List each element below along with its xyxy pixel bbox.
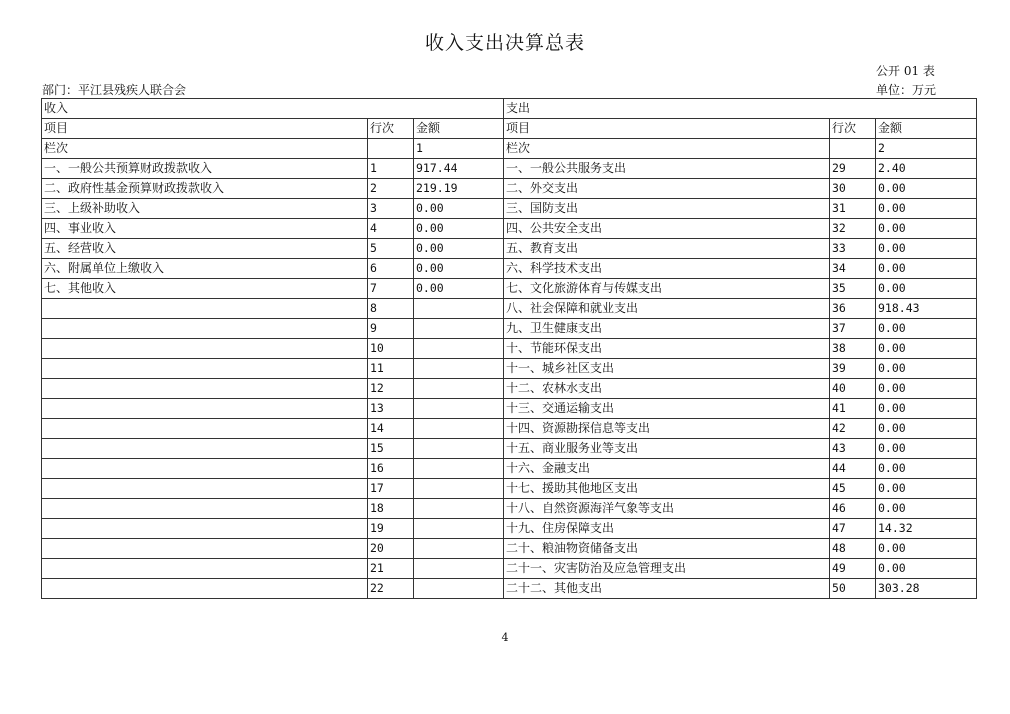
income-item-cell xyxy=(42,339,368,359)
income-line-cell: 18 xyxy=(368,499,414,519)
income-amount-cell xyxy=(414,459,504,479)
income-item-cell: 一、一般公共预算财政拨款收入 xyxy=(42,159,368,179)
income-amount-cell xyxy=(414,439,504,459)
income-item-cell: 四、事业收入 xyxy=(42,219,368,239)
table-row xyxy=(42,379,977,399)
expense-line-cell: 43 xyxy=(830,439,876,459)
table-row xyxy=(42,279,977,299)
table-row xyxy=(42,479,977,499)
income-amount-cell xyxy=(414,519,504,539)
income-item-cell xyxy=(42,519,368,539)
expense-item-cell: 十三、交通运输支出 xyxy=(504,399,830,419)
expense-line-cell: 42 xyxy=(830,419,876,439)
column-index-row xyxy=(42,139,977,159)
expense-line-cell: 36 xyxy=(830,299,876,319)
expense-item-cell: 二、外交支出 xyxy=(504,179,830,199)
income-amount-cell xyxy=(414,559,504,579)
income-amount-cell: 0.00 xyxy=(414,259,504,279)
income-item-cell xyxy=(42,379,368,399)
table-row xyxy=(42,219,977,239)
expense-line-index xyxy=(830,139,876,159)
expense-amount-cell: 0.00 xyxy=(876,239,977,259)
income-amount-cell: 917.44 xyxy=(414,159,504,179)
income-line-cell: 4 xyxy=(368,219,414,239)
income-amount-cell xyxy=(414,379,504,399)
expense-item-cell: 三、国防支出 xyxy=(504,199,830,219)
form-number: 公开 01 表 xyxy=(876,64,935,78)
expense-amount-cell: 0.00 xyxy=(876,259,977,279)
income-section-header: 收入 xyxy=(42,99,504,119)
income-line-cell: 8 xyxy=(368,299,414,319)
expense-amount-cell: 0.00 xyxy=(876,359,977,379)
table-row xyxy=(42,419,977,439)
income-line-cell: 21 xyxy=(368,559,414,579)
table-row xyxy=(42,459,977,479)
expense-line-cell: 31 xyxy=(830,199,876,219)
expense-section-header: 支出 xyxy=(504,99,977,119)
income-line-cell: 7 xyxy=(368,279,414,299)
expense-line-cell: 32 xyxy=(830,219,876,239)
income-item-cell: 五、经营收入 xyxy=(42,239,368,259)
income-item-cell xyxy=(42,399,368,419)
expense-item-cell: 二十、粮油物资储备支出 xyxy=(504,539,830,559)
table-row xyxy=(42,239,977,259)
income-item-cell xyxy=(42,479,368,499)
expense-line-cell: 41 xyxy=(830,399,876,419)
column-header-row xyxy=(42,119,977,139)
expense-amount-cell: 0.00 xyxy=(876,439,977,459)
income-item-cell xyxy=(42,539,368,559)
table-row xyxy=(42,299,977,319)
expense-item-index: 栏次 xyxy=(504,139,830,159)
expense-line-cell: 38 xyxy=(830,339,876,359)
income-item-header: 项目 xyxy=(42,119,368,139)
income-amount-cell xyxy=(414,339,504,359)
expense-amount-cell: 0.00 xyxy=(876,479,977,499)
income-amount-header: 金额 xyxy=(414,119,504,139)
expense-item-cell: 一、一般公共服务支出 xyxy=(504,159,830,179)
expense-amount-cell: 0.00 xyxy=(876,399,977,419)
income-amount-cell xyxy=(414,539,504,559)
table-row xyxy=(42,399,977,419)
income-item-cell: 六、附属单位上缴收入 xyxy=(42,259,368,279)
income-item-cell xyxy=(42,559,368,579)
income-line-cell: 1 xyxy=(368,159,414,179)
expense-amount-cell: 0.00 xyxy=(876,539,977,559)
expense-line-cell: 44 xyxy=(830,459,876,479)
expense-item-cell: 十五、商业服务业等支出 xyxy=(504,439,830,459)
income-line-cell: 15 xyxy=(368,439,414,459)
income-amount-cell xyxy=(414,419,504,439)
table-row xyxy=(42,539,977,559)
expense-item-cell: 六、科学技术支出 xyxy=(504,259,830,279)
expense-item-cell: 五、教育支出 xyxy=(504,239,830,259)
expense-item-cell: 四、公共安全支出 xyxy=(504,219,830,239)
table-row xyxy=(42,179,977,199)
expense-item-cell: 九、卫生健康支出 xyxy=(504,319,830,339)
income-item-cell xyxy=(42,319,368,339)
expense-line-cell: 40 xyxy=(830,379,876,399)
expense-amount-cell: 303.28 xyxy=(876,579,977,599)
expense-amount-cell: 2.40 xyxy=(876,159,977,179)
table-row xyxy=(42,499,977,519)
expense-item-cell: 八、社会保障和就业支出 xyxy=(504,299,830,319)
expense-line-cell: 29 xyxy=(830,159,876,179)
expense-amount-cell: 0.00 xyxy=(876,379,977,399)
income-item-cell xyxy=(42,359,368,379)
expense-amount-cell: 0.00 xyxy=(876,199,977,219)
expense-item-cell: 十、节能环保支出 xyxy=(504,339,830,359)
expense-item-header: 项目 xyxy=(504,119,830,139)
income-line-cell: 12 xyxy=(368,379,414,399)
table-row xyxy=(42,199,977,219)
income-line-cell: 11 xyxy=(368,359,414,379)
income-line-cell: 14 xyxy=(368,419,414,439)
income-line-header: 行次 xyxy=(368,119,414,139)
income-amount-cell: 0.00 xyxy=(414,219,504,239)
expense-line-cell: 45 xyxy=(830,479,876,499)
expense-line-header: 行次 xyxy=(830,119,876,139)
income-amount-cell: 219.19 xyxy=(414,179,504,199)
income-item-cell: 七、其他收入 xyxy=(42,279,368,299)
income-amount-index: 1 xyxy=(414,139,504,159)
income-line-cell: 13 xyxy=(368,399,414,419)
expense-line-cell: 46 xyxy=(830,499,876,519)
expense-line-cell: 47 xyxy=(830,519,876,539)
income-line-cell: 2 xyxy=(368,179,414,199)
page-number: 4 xyxy=(501,631,509,644)
income-amount-cell xyxy=(414,319,504,339)
income-amount-cell xyxy=(414,479,504,499)
section-header-row xyxy=(42,99,977,119)
income-amount-cell xyxy=(414,359,504,379)
income-line-cell: 9 xyxy=(368,319,414,339)
expense-amount-cell: 14.32 xyxy=(876,519,977,539)
income-line-cell: 10 xyxy=(368,339,414,359)
table-row xyxy=(42,259,977,279)
income-item-cell xyxy=(42,499,368,519)
table-row xyxy=(42,319,977,339)
expense-item-cell: 二十一、灾害防治及应急管理支出 xyxy=(504,559,830,579)
expense-item-cell: 十六、金融支出 xyxy=(504,459,830,479)
expense-amount-cell: 0.00 xyxy=(876,339,977,359)
income-item-cell xyxy=(42,579,368,599)
expense-line-cell: 34 xyxy=(830,259,876,279)
income-item-cell xyxy=(42,299,368,319)
income-item-cell: 三、上级补助收入 xyxy=(42,199,368,219)
income-amount-cell xyxy=(414,399,504,419)
expense-amount-cell: 0.00 xyxy=(876,279,977,299)
expense-line-cell: 50 xyxy=(830,579,876,599)
expense-line-cell: 49 xyxy=(830,559,876,579)
expense-item-cell: 十一、城乡社区支出 xyxy=(504,359,830,379)
income-line-cell: 20 xyxy=(368,539,414,559)
table-row xyxy=(42,159,977,179)
income-line-cell: 6 xyxy=(368,259,414,279)
table-row xyxy=(42,519,977,539)
expense-line-cell: 35 xyxy=(830,279,876,299)
income-amount-cell xyxy=(414,579,504,599)
department-label: 部门：平江县残疾人联合会 xyxy=(42,83,187,97)
income-item-cell xyxy=(42,459,368,479)
expense-item-cell: 十八、自然资源海洋气象等支出 xyxy=(504,499,830,519)
expense-line-cell: 33 xyxy=(830,239,876,259)
expense-line-cell: 30 xyxy=(830,179,876,199)
expense-amount-cell: 0.00 xyxy=(876,319,977,339)
unit-label: 单位：万元 xyxy=(876,83,937,97)
income-amount-cell: 0.00 xyxy=(414,199,504,219)
table-row xyxy=(42,339,977,359)
income-amount-cell xyxy=(414,299,504,319)
expense-amount-cell: 0.00 xyxy=(876,559,977,579)
page-title: 收入支出决算总表 xyxy=(424,32,585,54)
expense-line-cell: 39 xyxy=(830,359,876,379)
expense-item-cell: 七、文化旅游体育与传媒支出 xyxy=(504,279,830,299)
budget-summary-table xyxy=(41,98,977,599)
expense-amount-index: 2 xyxy=(876,139,977,159)
expense-amount-cell: 0.00 xyxy=(876,459,977,479)
expense-amount-cell: 0.00 xyxy=(876,499,977,519)
income-amount-cell xyxy=(414,499,504,519)
income-line-cell: 22 xyxy=(368,579,414,599)
expense-line-cell: 48 xyxy=(830,539,876,559)
expense-item-cell: 十九、住房保障支出 xyxy=(504,519,830,539)
income-amount-cell: 0.00 xyxy=(414,239,504,259)
income-line-cell: 16 xyxy=(368,459,414,479)
expense-amount-cell: 918.43 xyxy=(876,299,977,319)
table-row xyxy=(42,559,977,579)
income-line-cell: 5 xyxy=(368,239,414,259)
table-row xyxy=(42,579,977,599)
expense-item-cell: 十四、资源勘探信息等支出 xyxy=(504,419,830,439)
expense-item-cell: 十七、援助其他地区支出 xyxy=(504,479,830,499)
table-row xyxy=(42,359,977,379)
expense-amount-cell: 0.00 xyxy=(876,419,977,439)
income-line-cell: 3 xyxy=(368,199,414,219)
income-line-cell: 19 xyxy=(368,519,414,539)
expense-amount-cell: 0.00 xyxy=(876,219,977,239)
expense-amount-header: 金额 xyxy=(876,119,977,139)
expense-line-cell: 37 xyxy=(830,319,876,339)
income-line-index xyxy=(368,139,414,159)
income-line-cell: 17 xyxy=(368,479,414,499)
income-item-cell: 二、政府性基金预算财政拨款收入 xyxy=(42,179,368,199)
table-row xyxy=(42,439,977,459)
expense-amount-cell: 0.00 xyxy=(876,179,977,199)
expense-item-cell: 十二、农林水支出 xyxy=(504,379,830,399)
income-item-cell xyxy=(42,419,368,439)
income-item-index: 栏次 xyxy=(42,139,368,159)
expense-item-cell: 二十二、其他支出 xyxy=(504,579,830,599)
income-item-cell xyxy=(42,439,368,459)
income-amount-cell: 0.00 xyxy=(414,279,504,299)
